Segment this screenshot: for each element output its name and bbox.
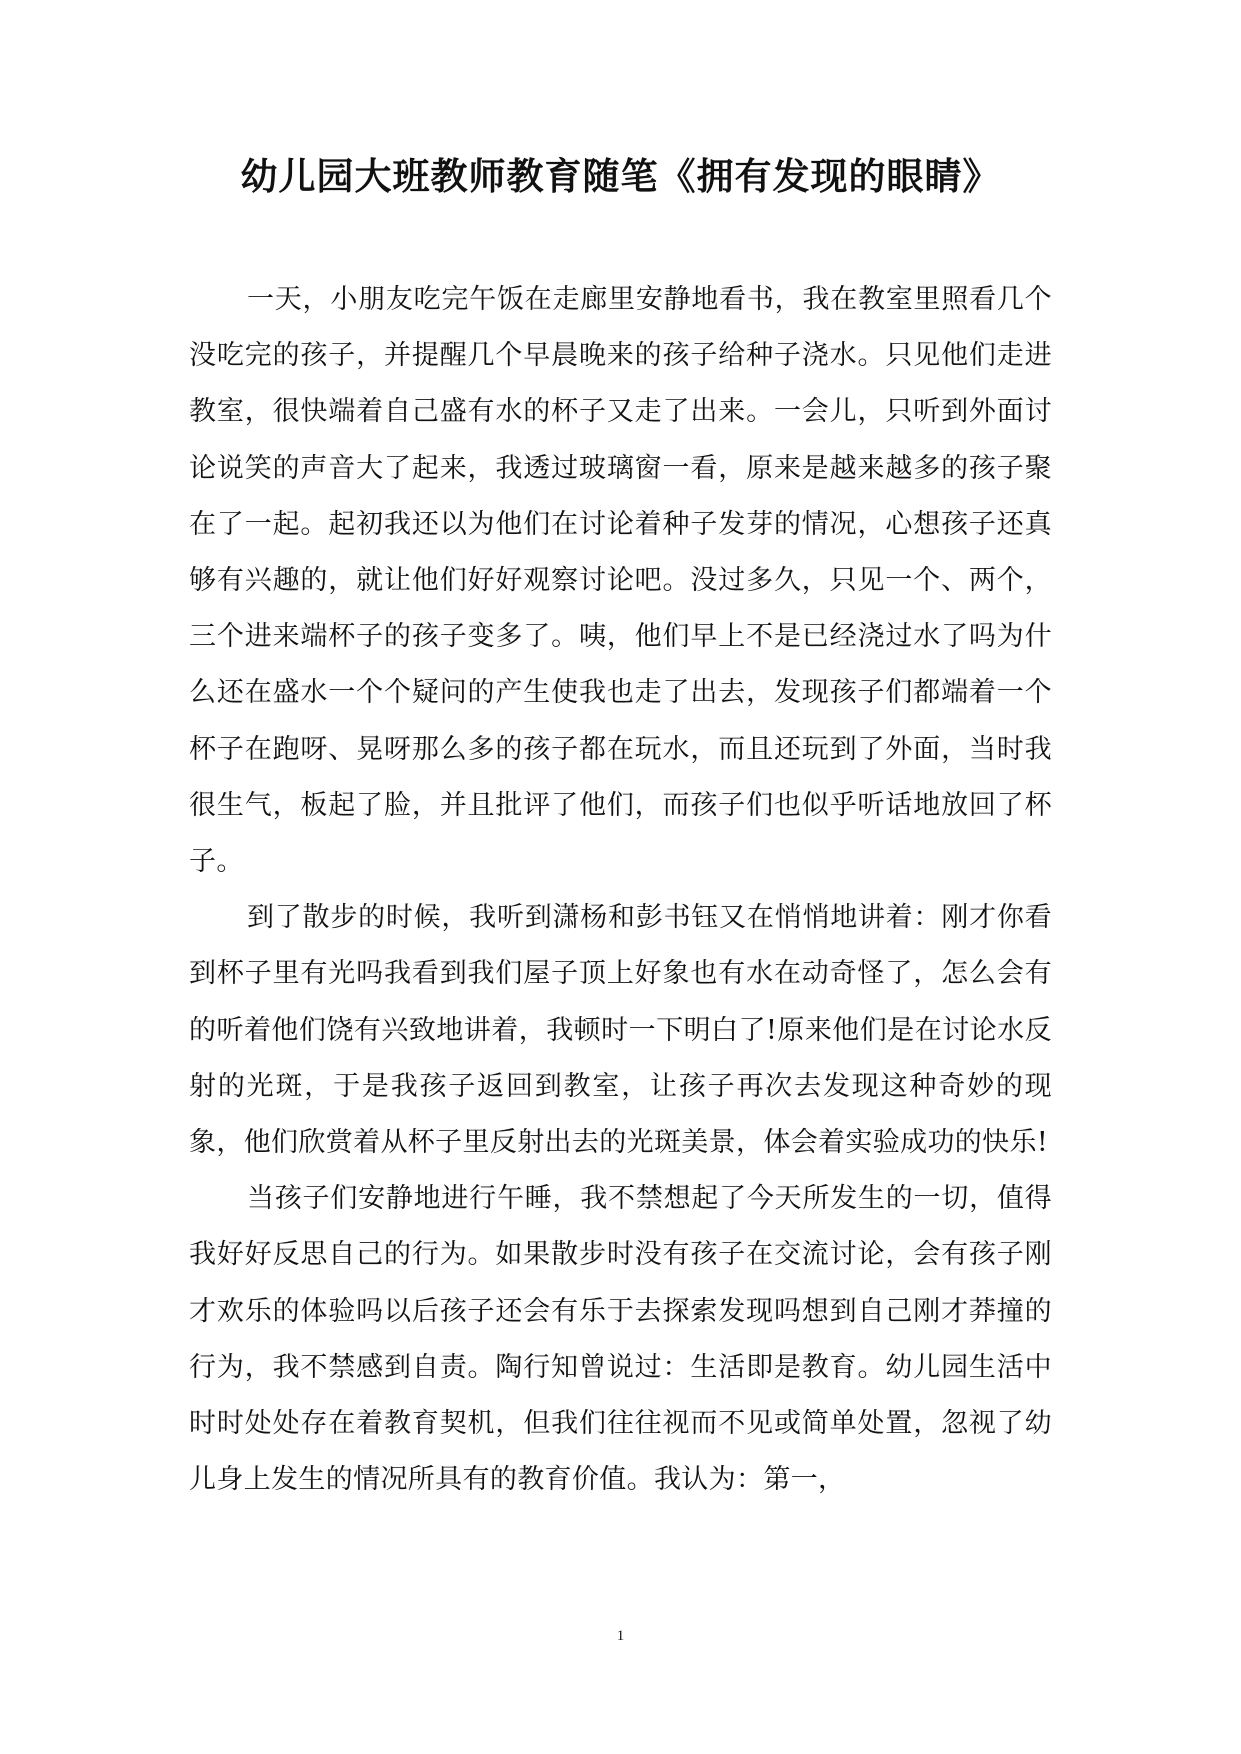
paragraph-2: 到了散步的时候，我听到潇杨和彭书钰又在悄悄地讲着：刚才你看到杯子里有光吗我看到我们屋子顶上好象也有水在动奇怪了，怎么会有的听着他们饶有兴致地讲着，我顿时一下明白了!原来他们是在讨论水反射的光斑，于是我孩子返回到教室，让孩子再次去发现这种奇妙的现象，他们欣赏着从杯子里反射出去的光斑美景，体会着实验成功的快乐! [189,902,1052,1159]
paragraph-1: 一天，小朋友吃完午饭在走廊里安静地看书，我在教室里照看几个没吃完的孩子，并提醒几个早晨晚来的孩子给种子浇水。只见他们走进教室，很快端着自己盛有水的杯子又走了出来。一会儿，只听到外面讨论说笑的声音大了起来，我透过玻璃窗一看，原来是越来越多的孩子聚在了一起。起初我还以为他们在讨论着种子发芽的情况，心想孩子还真够有兴趣的，就让他们好好观察讨论吧。没过多久，只见一个、两个，三个进来端杯子的孩子变多了。咦，他们早上不是已经浇过水了吗为什么还在盛水一个个疑问的产生使我也走了出去，发现孩子们都端着一个杯子在跑呀、晃呀那么多的孩子都在玩水，而且还玩到了外面，当时我很生气，板起了脸，并且批评了他们，而孩子们也似乎听话地放回了杯子。 [189,284,1052,878]
paragraph-3: 当孩子们安静地进行午睡，我不禁想起了今天所发生的一切，值得我好好反思自己的行为。如果散步时没有孩子在交流讨论，会有孩子刚才欢乐的体验吗以后孩子还会有乐于去探索发现吗想到自己刚才莽撞的行为，我不禁感到自责。陶行知曾说过：生活即是教育。幼儿园生活中时时处处存在着教育契机，但我们往往视而不见或简单处置，忽视了幼儿身上发生的情况所具有的教育价值。我认为：第一， [189,1183,1052,1496]
page-number: 1 [616,1628,625,1644]
document-title: 幼儿园大班教师教育随笔《拥有发现的眼睛》 [240,154,1001,198]
document-body [189,272,1052,1508]
